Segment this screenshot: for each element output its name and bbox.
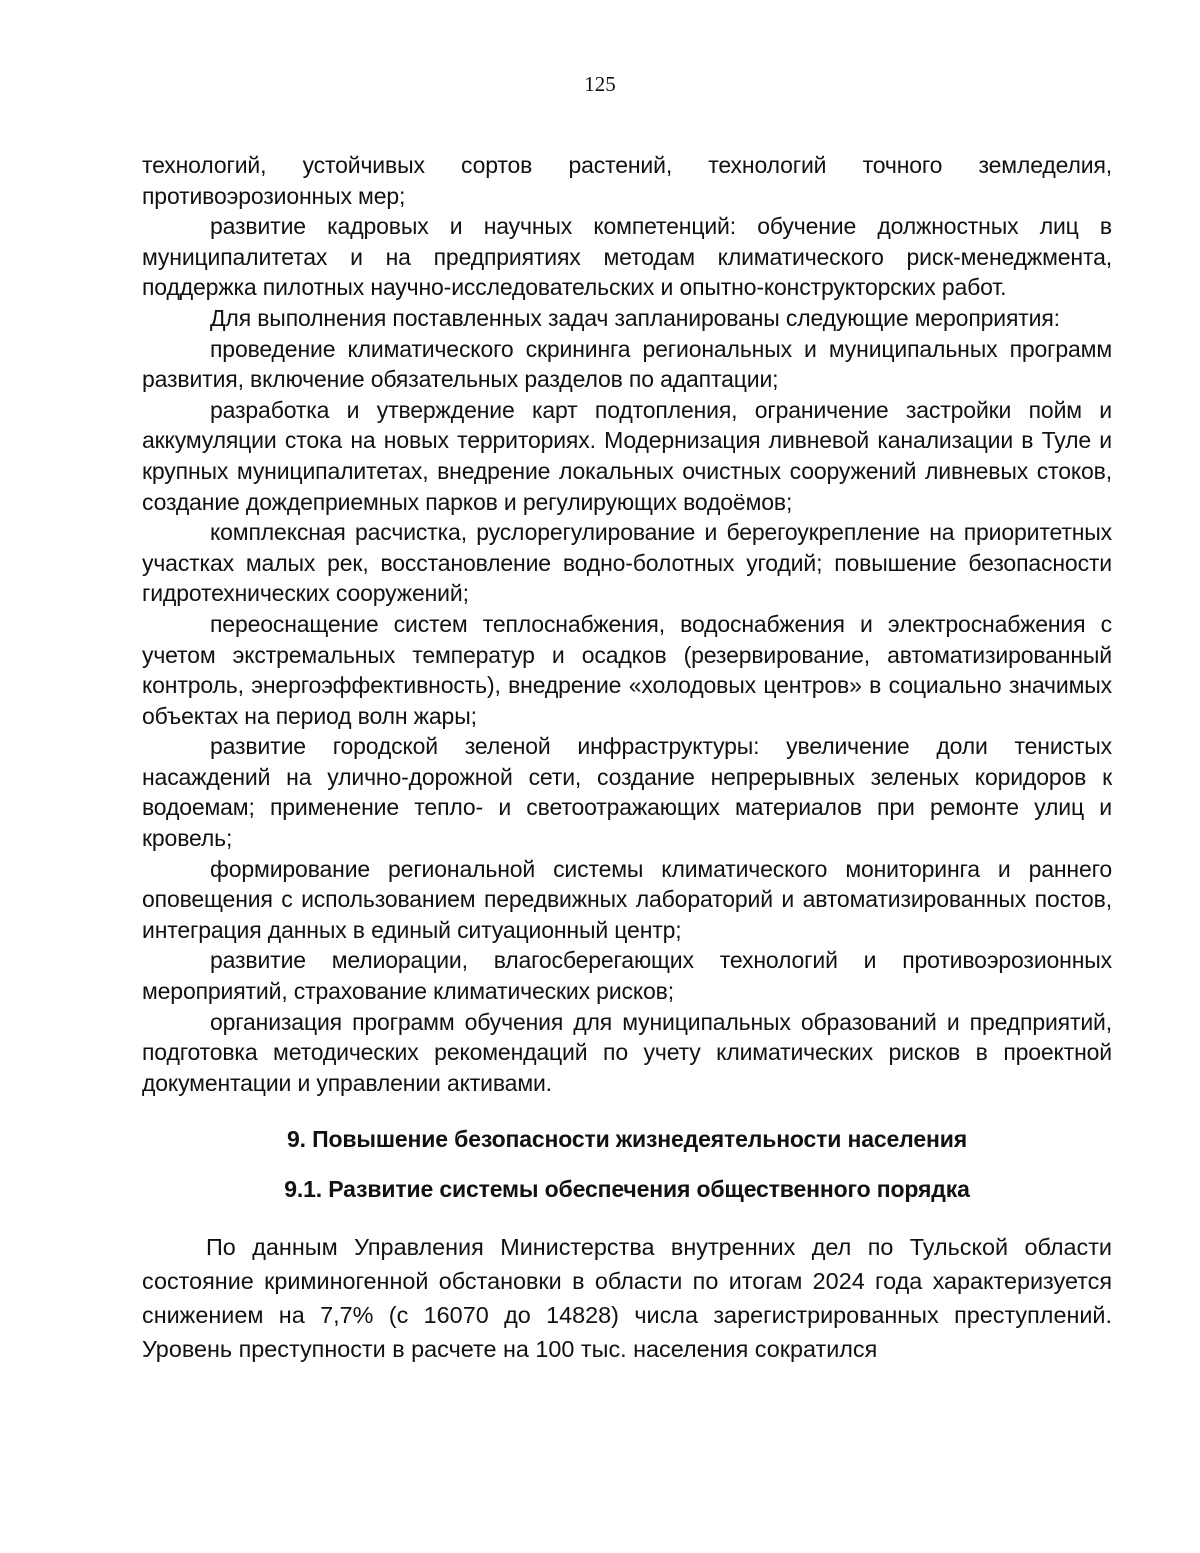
section-heading: 9. Повышение безопасности жизнедеятельности населения bbox=[287, 1126, 967, 1153]
paragraph-river-clearing: комплексная расчистка, руслорегулирование и берегоукрепление на приоритетных участках малых рек, восстановление водно-болотных угодий; повышение безопасности гидротехнических сооружений; bbox=[142, 519, 1112, 607]
document-body bbox=[142, 150, 1112, 1366]
paragraph-crime-statistics: По данным Управления Министерства внутренних дел по Тульской области состояние криминогенной обстановки в области по итогам 2024 года характеризуется снижением на 7,7% (с 16070 до 14828) числа зарегистрированных преступлений. Уровень преступности в расчете на 100 тыс. населения сократился bbox=[142, 1234, 1112, 1363]
paragraph-flood-maps: разработка и утверждение карт подтопления, ограничение застройки пойм и аккумуляции стока на новых территориях. Модернизация ливневой канализации в Туле и крупных муниципалитетах, внедрение локальных очистных сооружений ливневых стоков, создание дождеприемных парков и регулирующих водоёмов; bbox=[142, 396, 1112, 515]
paragraph-training-programs: организация программ обучения для муниципальных образований и предприятий, подготовка методических рекомендаций по учету климатических рисков в проектной документации и управлении активами. bbox=[142, 1008, 1112, 1096]
page-number: 125 bbox=[584, 72, 616, 96]
paragraph-climate-monitoring: формирование региональной системы климатического мониторинга и раннего оповещения с использованием передвижных лабораторий и автоматизированных постов, интеграция данных в единый ситуационный центр; bbox=[142, 855, 1112, 943]
paragraph-utility-reequipment: переоснащение систем теплоснабжения, водоснабжения и электроснабжения с учетом экстремальных температур и осадков (резервирование, автоматизированный контроль, энергоэффективность), внедрение «холодовых центров» в социально значимых объектах на период волн жары; bbox=[142, 610, 1112, 729]
paragraph-melioration: развитие мелиорации, влагосберегающих технологий и противоэрозионных мероприятий, страхование климатических рисков; bbox=[142, 947, 1112, 1005]
paragraph-climate-screening: проведение климатического скрининга региональных и муниципальных программ развития, включение обязательных разделов по адаптации; bbox=[142, 335, 1112, 393]
subsection-heading: 9.1. Развитие системы обеспечения общественного порядка bbox=[284, 1176, 970, 1203]
paragraph-continuation: технологий, устойчивых сортов растений, технологий точного земледелия, противоэрозионных мер; bbox=[142, 152, 1112, 209]
paragraph-staff-competencies: развитие кадровых и научных компетенций: обучение должностных лиц в муниципалитетах и на предприятиях методам климатического риск-менеджмента, поддержка пилотных научно-исследовательских и опытно-конструкторских работ. bbox=[142, 213, 1112, 301]
paragraph-planned-measures: Для выполнения поставленных задач запланированы следующие мероприятия: bbox=[210, 304, 1060, 331]
section-body bbox=[142, 1230, 1112, 1366]
paragraph-green-infrastructure: развитие городской зеленой инфраструктуры: увеличение доли тенистых насаждений на улично-дорожной сети, создание непрерывных зеленых коридоров к водоемам; применение тепло- и светоотражающих материалов при ремонте улиц и кровель; bbox=[142, 733, 1112, 852]
